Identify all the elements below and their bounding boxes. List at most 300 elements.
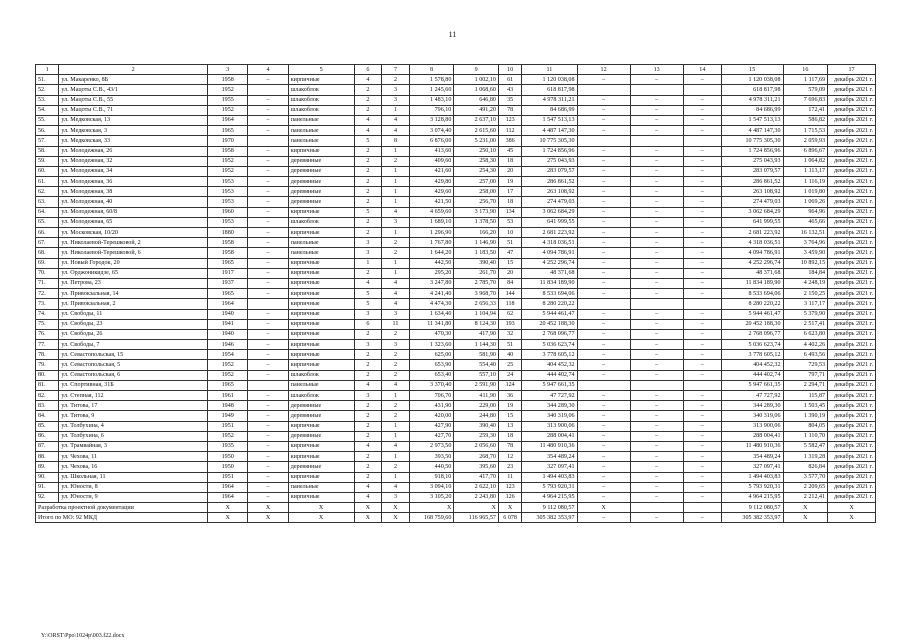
table-cell: 3 062 684,29 xyxy=(522,207,577,217)
table-cell: 10 xyxy=(498,228,521,238)
table-cell: 2 xyxy=(354,350,382,360)
table-cell: X xyxy=(783,503,828,513)
table-cell: 11 480 910,36 xyxy=(721,441,783,451)
table-cell: ул. Макаренко, 8Б xyxy=(59,75,208,85)
table-cell: 826,84 xyxy=(783,462,828,472)
table-cell: – xyxy=(683,156,721,166)
table-cell: 1 069,26 xyxy=(783,197,828,207)
table-cell: 386 xyxy=(498,136,521,146)
table-cell: 421,50 xyxy=(409,197,454,207)
table-cell: 4 xyxy=(382,126,410,136)
table-cell: 1952 xyxy=(208,370,248,380)
table-cell: 2 xyxy=(354,166,382,176)
table-cell: 126 xyxy=(498,492,521,502)
table-cell: – xyxy=(577,350,630,360)
table-cell: – xyxy=(630,197,683,207)
table-cell: 4 978 311,21 xyxy=(721,95,783,105)
table-cell: 3 968,70 xyxy=(454,289,499,299)
table-cell: 1 116,19 xyxy=(783,177,828,187)
table-cell: 87. xyxy=(36,441,59,451)
table-row xyxy=(36,401,876,411)
table-cell: 2 xyxy=(382,238,410,248)
table-cell: кирпичные xyxy=(288,441,354,451)
table-cell: 2 xyxy=(354,95,382,105)
table-cell: 4 964 215,95 xyxy=(721,492,783,502)
table-cell: деревянные xyxy=(288,187,354,197)
table-cell: 3 094,10 xyxy=(409,482,454,492)
table-cell: – xyxy=(577,95,630,105)
table-cell: 3 xyxy=(354,309,382,319)
table-cell: 313 900,06 xyxy=(522,421,577,431)
table-cell: 1950 xyxy=(208,462,248,472)
table-cell: декабрь 2021 г. xyxy=(828,156,876,166)
table-cell: – xyxy=(683,75,721,85)
table-cell: 4 xyxy=(354,115,382,125)
table-cell: декабрь 2021 г. xyxy=(828,462,876,472)
table-cell xyxy=(683,299,721,309)
table-cell: – xyxy=(248,278,288,288)
table-cell: ул. Орджоникидзе, 65 xyxy=(59,268,208,278)
table-cell: 73. xyxy=(36,299,59,309)
table-cell: – xyxy=(683,319,721,329)
table-cell: – xyxy=(248,105,288,115)
table-cell: 5 944 461,47 xyxy=(721,309,783,319)
table-cell: – xyxy=(248,166,288,176)
column-number-header: 7 xyxy=(382,65,410,75)
table-cell: 413,60 xyxy=(409,146,454,156)
table-cell: 395,60 xyxy=(454,462,499,472)
table-cell: декабрь 2021 г. xyxy=(828,126,876,136)
table-cell: – xyxy=(630,156,683,166)
table-cell: – xyxy=(630,319,683,329)
table-cell: 646,80 xyxy=(454,95,499,105)
table-row xyxy=(36,391,876,401)
footer-file-path: Y:\ORST\Ppo\1024p\003.f22.docx xyxy=(41,633,125,639)
table-cell: 5 036 623,74 xyxy=(721,340,783,350)
table-cell: 2 xyxy=(354,146,382,156)
table-cell: декабрь 2021 г. xyxy=(828,289,876,299)
column-number-header: 13 xyxy=(630,65,683,75)
table-cell: – xyxy=(248,350,288,360)
table-cell: 168 759,60 xyxy=(409,513,454,523)
table-cell: 2 xyxy=(354,431,382,441)
table-cell: 1 xyxy=(382,187,410,197)
table-cell: ул. Титова, 17 xyxy=(59,401,208,411)
table-cell: 1 xyxy=(382,472,410,482)
table-cell: X xyxy=(354,513,382,523)
table-cell: деревянные xyxy=(288,197,354,207)
table-cell: 1964 xyxy=(208,482,248,492)
table-cell: 83. xyxy=(36,401,59,411)
table-cell: 1953 xyxy=(208,197,248,207)
table-cell: 90. xyxy=(36,472,59,482)
table-cell: кирпичные xyxy=(288,278,354,288)
table-cell: 1 104,94 xyxy=(454,309,499,319)
table-cell: – xyxy=(683,228,721,238)
table-cell: 1954 xyxy=(208,350,248,360)
table-cell: – xyxy=(248,126,288,136)
table-cell: панельные xyxy=(288,136,354,146)
table-cell: 2 622,10 xyxy=(454,482,499,492)
table-cell: 421,60 xyxy=(409,166,454,176)
table-cell: – xyxy=(577,156,630,166)
table-cell: 250,10 xyxy=(454,146,499,156)
table-cell: – xyxy=(630,431,683,441)
table-cell: – xyxy=(577,360,630,370)
table-cell: – xyxy=(577,105,630,115)
table-cell: кирпичные xyxy=(288,299,354,309)
table-cell: – xyxy=(630,146,683,156)
table-cell: 61 xyxy=(498,75,521,85)
table-cell: 2 xyxy=(354,472,382,482)
table-cell: – xyxy=(248,156,288,166)
table-cell: 274 479,03 xyxy=(522,197,577,207)
table-cell: 5 793 920,31 xyxy=(721,482,783,492)
table-cell: 3 074,40 xyxy=(409,126,454,136)
table-cell: 47 727,92 xyxy=(721,391,783,401)
table-cell: 4 474,30 xyxy=(409,299,454,309)
table-cell: – xyxy=(630,166,683,176)
table-cell: 1 724 856,96 xyxy=(522,146,577,156)
table-cell: 1 xyxy=(382,105,410,115)
table-cell: – xyxy=(683,360,721,370)
table-cell: 1 064,82 xyxy=(783,156,828,166)
table-cell: 4 252 296,74 xyxy=(522,258,577,268)
table-row xyxy=(36,258,876,268)
table-cell: 557,10 xyxy=(454,370,499,380)
table-cell: – xyxy=(577,370,630,380)
table-cell: – xyxy=(683,350,721,360)
table-cell: 444 402,74 xyxy=(721,370,783,380)
table-cell: 2 xyxy=(354,177,382,187)
table-cell: 3 xyxy=(382,492,410,502)
table-cell: 444 402,74 xyxy=(522,370,577,380)
table-cell: – xyxy=(577,309,630,319)
table-cell: – xyxy=(248,217,288,227)
design-documentation-row-label: Разработка проектной документации xyxy=(36,503,208,513)
table-row xyxy=(36,268,876,278)
table-cell: 729,53 xyxy=(783,360,828,370)
table-cell: ул. Трамвайная, 3 xyxy=(59,441,208,451)
table-cell: 1 634,40 xyxy=(409,309,454,319)
table-cell: – xyxy=(577,482,630,492)
table-cell: 74. xyxy=(36,309,59,319)
table-cell: деревянные xyxy=(288,156,354,166)
table-cell: декабрь 2021 г. xyxy=(828,197,876,207)
table-row xyxy=(36,350,876,360)
table-cell: 2 681 223,92 xyxy=(721,228,783,238)
table-cell: ул. Школьная, 11 xyxy=(59,472,208,482)
table-cell: X xyxy=(382,513,410,523)
table-cell: декабрь 2021 г. xyxy=(828,309,876,319)
table-cell: ул. Свободы, 23 xyxy=(59,319,208,329)
table-cell: 51. xyxy=(36,75,59,85)
table-cell: 11 480 910,36 xyxy=(522,441,577,451)
table-cell: 2 xyxy=(354,462,382,472)
table-cell: 5 379,90 xyxy=(783,309,828,319)
table-cell: 58. xyxy=(36,146,59,156)
table-cell: ул. Молодежная, 36 xyxy=(59,177,208,187)
table-cell: 554,40 xyxy=(454,360,499,370)
table-cell: 78 xyxy=(498,441,521,451)
table-cell: 2 xyxy=(382,75,410,85)
table-cell: 3 xyxy=(382,340,410,350)
table-cell: – xyxy=(683,207,721,217)
table-cell: 2 xyxy=(354,85,382,95)
table-cell: 7 696,83 xyxy=(783,95,828,105)
table-row xyxy=(36,452,876,462)
column-number-header: 14 xyxy=(683,65,721,75)
table-cell: деревянные xyxy=(288,166,354,176)
table-cell: 5 582,47 xyxy=(783,441,828,451)
table-cell: – xyxy=(577,187,630,197)
table-cell: 1952 xyxy=(208,156,248,166)
table-cell: – xyxy=(683,472,721,482)
table-cell: X xyxy=(208,513,248,523)
table-cell: 618 817,98 xyxy=(522,85,577,95)
table-cell: шлакоблок xyxy=(288,370,354,380)
table-cell: 417,90 xyxy=(454,329,499,339)
table-cell: – xyxy=(577,207,630,217)
table-cell: 1 245,60 xyxy=(409,85,454,95)
table-cell: 52. xyxy=(36,85,59,95)
table-cell: 431,90 xyxy=(409,401,454,411)
table-cell: 1949 xyxy=(208,411,248,421)
table-cell: деревянные xyxy=(288,462,354,472)
table-cell: – xyxy=(248,329,288,339)
table-cell: ул. Петрова, 23 xyxy=(59,278,208,288)
table-cell: 8 533 694,06 xyxy=(522,289,577,299)
table-cell: – xyxy=(630,360,683,370)
table-cell: X xyxy=(382,503,410,513)
table-cell: 918,10 xyxy=(409,472,454,482)
column-number-header: 5 xyxy=(288,65,354,75)
column-number-header: 16 xyxy=(783,65,828,75)
table-row xyxy=(36,441,876,451)
table-cell: – xyxy=(248,421,288,431)
table-cell: 144 xyxy=(498,289,521,299)
table-cell: 1937 xyxy=(208,278,248,288)
table-cell: – xyxy=(577,75,630,85)
table-cell: 3 128,80 xyxy=(409,115,454,125)
table-cell: ул. Николаевой-Терешковой, 2 xyxy=(59,238,208,248)
table-cell: декабрь 2021 г. xyxy=(828,492,876,502)
table-cell: ул. Молодежная, 34 xyxy=(59,166,208,176)
table-cell: 4 248,19 xyxy=(783,278,828,288)
table-cell: 2 243,80 xyxy=(454,492,499,502)
table-cell: ул. Чехова, 11 xyxy=(59,452,208,462)
table-cell: 1 644,20 xyxy=(409,248,454,258)
table-cell: 4 252 296,74 xyxy=(721,258,783,268)
table-cell: 1 183,50 xyxy=(454,248,499,258)
table-cell: 15 xyxy=(498,258,521,268)
table-cell: ул. Мацоты С.В., 71 xyxy=(59,105,208,115)
column-number-header: 17 xyxy=(828,65,876,75)
table-cell: X xyxy=(354,503,382,513)
table-cell: кирпичные xyxy=(288,492,354,502)
table-cell: декабрь 2021 г. xyxy=(828,380,876,390)
table-cell: декабрь 2021 г. xyxy=(828,431,876,441)
table-cell: – xyxy=(683,289,721,299)
table-cell: 6 078 xyxy=(498,513,521,523)
table-cell: 166,20 xyxy=(454,228,499,238)
table-cell: – xyxy=(577,248,630,258)
table-cell: 1 xyxy=(382,452,410,462)
table-cell: деревянные xyxy=(288,431,354,441)
table-cell: 2 xyxy=(354,421,382,431)
table-cell: 4 xyxy=(354,278,382,288)
table-cell: 409,60 xyxy=(409,156,454,166)
table-cell: – xyxy=(630,187,683,197)
table-cell: 229,00 xyxy=(454,401,499,411)
table-row xyxy=(36,217,876,227)
table-cell: ул. Свободы, 26 xyxy=(59,329,208,339)
column-number-header: 11 xyxy=(522,65,577,75)
table-cell: 491,20 xyxy=(454,105,499,115)
table-cell: 4 xyxy=(382,299,410,309)
table-cell: 2 768 096,77 xyxy=(721,329,783,339)
table-cell: деревянные xyxy=(288,177,354,187)
table-cell: 2 973,50 xyxy=(409,441,454,451)
table-cell: ул. Медковская, 33 xyxy=(59,136,208,146)
table-cell: декабрь 2021 г. xyxy=(828,177,876,187)
table-cell: – xyxy=(683,146,721,156)
table-cell: – xyxy=(248,482,288,492)
table-cell: 4 402,26 xyxy=(783,340,828,350)
table-cell: – xyxy=(577,431,630,441)
table-cell: – xyxy=(248,228,288,238)
table-cell: 653,40 xyxy=(409,370,454,380)
table-cell: ул. Молодежная, 32 xyxy=(59,156,208,166)
table-cell: ул. Степная, 112 xyxy=(59,391,208,401)
table-cell: 417,70 xyxy=(454,472,499,482)
table-cell: 3 370,40 xyxy=(409,380,454,390)
table-cell: ул. Новый Городок, 20 xyxy=(59,258,208,268)
table-cell: 5 231,00 xyxy=(454,136,499,146)
table-cell: 1952 xyxy=(208,166,248,176)
table-cell: 1 323,60 xyxy=(409,340,454,350)
table-cell: 340 319,06 xyxy=(522,411,577,421)
table-cell: ул. Мацоты С.В., 43/1 xyxy=(59,85,208,95)
table-cell: 5 036 623,74 xyxy=(522,340,577,350)
table-cell: – xyxy=(248,452,288,462)
table-cell: X xyxy=(498,503,521,513)
table-cell xyxy=(683,136,721,146)
table-cell: 5 947 661,35 xyxy=(522,380,577,390)
table-cell: – xyxy=(630,289,683,299)
table-cell: – xyxy=(683,421,721,431)
table-cell: 1 xyxy=(354,258,382,268)
table-cell: – xyxy=(683,492,721,502)
table-cell: 5 xyxy=(354,299,382,309)
table-cell: – xyxy=(248,187,288,197)
table-cell: 92. xyxy=(36,492,59,502)
table-cell: 258,30 xyxy=(454,156,499,166)
table-cell: 259,30 xyxy=(454,431,499,441)
table-cell: X xyxy=(288,503,354,513)
table-cell: 1 xyxy=(382,268,410,278)
table-cell: 2 xyxy=(382,248,410,258)
total-row-label: Итого по МО: 92 МКД xyxy=(36,513,208,523)
table-row xyxy=(36,319,876,329)
table-cell: кирпичные xyxy=(288,350,354,360)
table-cell: 47 727,92 xyxy=(522,391,577,401)
table-cell: – xyxy=(630,177,683,187)
table-cell: декабрь 2021 г. xyxy=(828,248,876,258)
table-cell: декабрь 2021 г. xyxy=(828,75,876,85)
table-cell: – xyxy=(630,75,683,85)
table-cell: – xyxy=(683,126,721,136)
table-cell: 1 xyxy=(382,431,410,441)
table-cell: 2 xyxy=(354,197,382,207)
table-cell: 1958 xyxy=(208,248,248,258)
table-cell: 1953 xyxy=(208,217,248,227)
table-cell: 4 xyxy=(382,207,410,217)
table-row xyxy=(36,462,876,472)
table-cell: 57. xyxy=(36,136,59,146)
table-row xyxy=(36,380,876,390)
table-cell: ул. Свободы, 11 xyxy=(59,309,208,319)
table-cell: – xyxy=(683,166,721,176)
table-cell xyxy=(577,380,630,390)
table-cell: декабрь 2021 г. xyxy=(828,401,876,411)
table-cell: – xyxy=(577,197,630,207)
table-cell: 2 xyxy=(354,401,382,411)
table-cell: 78 xyxy=(498,105,521,115)
table-cell: кирпичные xyxy=(288,340,354,350)
table-cell: X xyxy=(288,513,354,523)
table-cell: 8 124,30 xyxy=(454,319,499,329)
table-cell: панельные xyxy=(288,126,354,136)
table-cell: 258,00 xyxy=(454,187,499,197)
table-cell: 344 289,30 xyxy=(522,401,577,411)
table-cell: – xyxy=(248,289,288,299)
table-cell: 404 452,32 xyxy=(721,360,783,370)
table-cell xyxy=(630,503,683,513)
table-cell: 124 xyxy=(498,380,521,390)
table-cell: 275 043,93 xyxy=(721,156,783,166)
table-cell: 286 861,52 xyxy=(721,177,783,187)
table-cell: – xyxy=(630,513,683,523)
table-cell: 19 xyxy=(498,401,521,411)
table-cell: – xyxy=(683,268,721,278)
table-cell: 618 817,98 xyxy=(721,85,783,95)
table-cell: ул. Привокзальная, 2 xyxy=(59,299,208,309)
table-cell: X xyxy=(828,513,876,523)
table-cell: 283 079,57 xyxy=(522,166,577,176)
table-cell: ул. Медковская, 13 xyxy=(59,115,208,125)
table-cell: X xyxy=(454,503,499,513)
table-cell: – xyxy=(577,115,630,125)
table-cell: 61. xyxy=(36,177,59,187)
table-cell: 2 056,60 xyxy=(454,441,499,451)
table-cell: – xyxy=(248,360,288,370)
table-cell: – xyxy=(577,289,630,299)
table-cell: 1960 xyxy=(208,207,248,217)
table-cell: декабрь 2021 г. xyxy=(828,228,876,238)
table-cell: 327 097,41 xyxy=(721,462,783,472)
table-cell: – xyxy=(577,126,630,136)
table-cell: декабрь 2021 г. xyxy=(828,187,876,197)
table-row xyxy=(36,421,876,431)
table-cell: 305 382 353,97 xyxy=(522,513,577,523)
table-cell: 1 113,17 xyxy=(783,166,828,176)
table-cell: – xyxy=(577,472,630,482)
table-cell xyxy=(248,299,288,309)
table-cell: 56. xyxy=(36,126,59,136)
table-cell: 3 577,70 xyxy=(783,472,828,482)
table-cell: ул. Севастопольская, 6 xyxy=(59,370,208,380)
